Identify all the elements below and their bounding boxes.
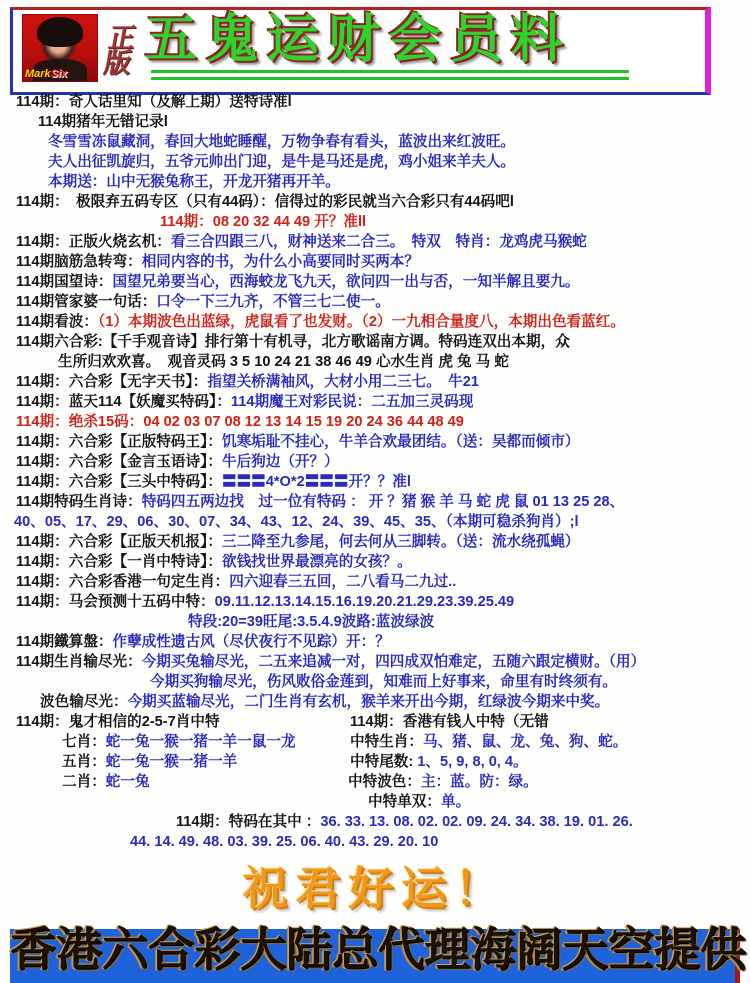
text-segment: 口令一下三九齐，不管三七二使一。	[156, 294, 390, 310]
text-segment: 114期：08 20 32 44 49 开？准ll	[160, 214, 367, 230]
line-yijuding	[0, 572, 750, 592]
masthead	[10, 7, 711, 95]
text-segment: 114期脑筋急转弯：	[16, 254, 142, 270]
line-santou	[0, 472, 750, 492]
text-segment: 114期：六合彩【一肖中特诗】：	[16, 554, 222, 570]
text-segment: 中特波色：	[348, 774, 421, 790]
line-yixiao	[0, 552, 750, 572]
text-segment: 作孽成性遗古风（尽伏夜行不见踪）开：？	[112, 634, 390, 650]
line-qiren	[0, 92, 750, 112]
text-segment: 114期猪年无错记录l	[38, 114, 168, 130]
text-segment: 114期：奇人话里知（及解上期）送特诗准l	[16, 94, 292, 110]
text-segment: 〓〓〓4*O*2〓〓〓开？？准l	[221, 474, 411, 490]
text-segment: 蛇一兔一猴一猪一羊一鼠一龙	[105, 734, 296, 750]
line-tiesuanpan	[0, 632, 750, 652]
text-segment: 牛后狗边（开？）	[221, 454, 339, 470]
title-block	[145, 12, 629, 80]
line-naojin	[0, 252, 750, 272]
text-segment: 44. 14. 49. 48. 03. 39. 25. 06. 40. 43. 29. 20. 10	[130, 834, 439, 850]
text-segment: 114期：六合彩【正版天机报】：	[16, 534, 222, 550]
left-column	[62, 752, 350, 772]
line-danshuang	[0, 792, 750, 812]
line-zhunian	[0, 112, 750, 132]
bottom-banner-text: 香港六合彩大陆总代理海阔天空提供	[10, 924, 746, 975]
text-segment: 本期送：山中无猴兔称王，开龙开猪再开羊。	[48, 174, 340, 190]
text-segment: 四六迎春三五回，二八看马二九过..	[229, 574, 457, 590]
text-segment: 114期魔王对彩民说：二五加三灵码现	[230, 394, 474, 410]
text-segment: 114期：六合彩【三头中特码】：	[16, 474, 222, 490]
text-segment: 指望关桥满袖风，大材小用二三七。 牛21	[207, 374, 479, 390]
text-segment: 今期买狗输尽光，伤风败俗金莲到，知难而上好事来，命里有时终须有。	[150, 674, 618, 690]
marksix-caption-six: Six	[50, 68, 68, 80]
text-segment: 特码四五两边找 过一位有特码 ： 开 ？猪 猴 羊 马 蛇 虎 鼠 01 13 25 28、	[141, 494, 625, 510]
text-segment: 二肖：	[62, 774, 106, 790]
line-tianjibao	[0, 532, 750, 552]
line-qianshou-2	[0, 352, 750, 372]
edition-vertical-label: 正版	[101, 23, 139, 78]
line-44ma-result	[0, 212, 750, 232]
text-segment: 09.11.12.13.14.15.16.19.20.21.29.23.39.25.49	[214, 594, 515, 610]
text-segment: 冬雪雪冻鼠藏洞，春回大地蛇睡醒，万物争春有看头，蓝波出来红波旺。	[48, 134, 516, 150]
line-jinyan	[0, 452, 750, 472]
line-qizhong-1	[0, 812, 750, 832]
line-cols-head	[0, 712, 750, 732]
line-teduan	[0, 612, 750, 632]
text-segment: 114期： 极限弃五码专区（只有44码）：信得过的彩民就当六合彩只有44码吧l	[16, 194, 514, 210]
text-segment: 饥寒垢耻不挂心，牛羊合欢最团结。（送：吴都而倾市）	[221, 434, 580, 450]
line-tekmawang	[0, 432, 750, 452]
text-segment: 五肖：	[62, 754, 106, 770]
text-segment: 114期：特码在其中 ：	[176, 814, 321, 830]
portrait-photo	[23, 15, 97, 81]
text-segment: 1、5, 9, 8, 0, 4。	[413, 754, 528, 770]
text-segment: 114期：蓝天114【妖魔买特码】：	[16, 394, 231, 410]
text-segment: 114期生肖输尽光：	[16, 654, 142, 670]
left-column	[62, 732, 350, 752]
text-segment: 蛇一兔一猴一猪一羊	[105, 754, 238, 770]
text-segment: 三二降至九参尾，何去何从三脚转。（送：流水绕孤蝇）	[221, 534, 580, 550]
text-segment: 欲钱找世界最漂亮的女孩？。	[221, 554, 412, 570]
line-qianshou-1	[0, 332, 750, 352]
page-title: 五鬼运财会员料	[145, 11, 573, 69]
text-segment: 114期：香港有钱人中特（无错	[350, 714, 549, 730]
text-segment: 中特生肖：	[350, 734, 423, 750]
left-column	[16, 712, 350, 732]
marksix-caption-mark: Mark	[25, 68, 51, 80]
line-shengxiao-2	[0, 512, 750, 532]
good-luck-wish: 祝君好运！	[242, 863, 508, 914]
line-poem-2	[0, 152, 750, 172]
line-wuzitianshu	[0, 372, 750, 392]
line-boseshujin	[0, 692, 750, 712]
text-segment: 今期买兔输尽光，二五来追减一对，四四成双怕难定，五随六跟定横财。（用）	[141, 654, 646, 670]
text-segment: 114期特码生肖诗：	[16, 494, 142, 510]
text-segment: 今期买蓝输尽光，二门生肖有玄机，猴羊来开出今期，红绿波今期来中奖。	[127, 694, 610, 710]
text-segment: 114期管家婆一句话：	[16, 294, 157, 310]
text-segment: 114期：正版火烧玄机：	[16, 234, 171, 250]
text-segment: 114期：六合彩【无字天书】：	[16, 374, 208, 390]
text-segment: 114期：六合彩香港一句定生肖：	[16, 574, 230, 590]
line-guanjiapo	[0, 292, 750, 312]
text-segment: 马、猪、鼠、龙、兔、狗、蛇。	[422, 734, 628, 750]
text-segment: 中特单双：	[368, 794, 441, 810]
text-segment: 114期六合彩:【千手观音诗】排行第十有机寻，北方歌谣南方调。特码连双出本期，众	[16, 334, 570, 350]
bottom-banner	[10, 924, 746, 983]
line-juesha	[0, 412, 750, 432]
left-column	[62, 772, 348, 792]
line-poem-3	[0, 172, 750, 192]
text-segment: 看三合四跟三八，财神送来二合三。 特双 特肖：龙鸡虎马猴蛇	[170, 234, 587, 250]
text-segment: 蛇一兔	[105, 774, 150, 790]
body-lines	[0, 92, 750, 852]
text-segment: 114期：绝杀15码：04 02 03 07 08 12 13 14 15 19 20 24 36 44 48 49	[16, 414, 464, 430]
text-segment: 114期国望诗：	[16, 274, 113, 290]
text-segment: 特段:20=39旺尾:3.5.4.9波路:蓝波绿波	[188, 614, 435, 630]
line-kanbo	[0, 312, 750, 332]
text-segment: 114期：鬼才相信的2-5-7肖中特	[16, 714, 220, 730]
text-segment: 七肖：	[62, 734, 106, 750]
text-segment: 相同内容的书，为什么小高要同时买两本？	[141, 254, 419, 270]
line-erxiao	[0, 772, 750, 792]
text-segment: 114期：马会预测十五码中特：	[16, 594, 215, 610]
marksix-caption	[25, 69, 67, 80]
line-shujin-1	[0, 652, 750, 672]
line-qixiao	[0, 732, 750, 752]
text-segment: 114期看波：	[16, 314, 98, 330]
text-segment: 40、05、17、29、06、30、07、34、43、12、24、39、45、35、（本期可稳杀狗肖）;l	[14, 514, 579, 530]
line-lantian	[0, 392, 750, 412]
text-segment: 夫人出征凯旋归，五爷元帅出门迎，是牛是马还是虎，鸡小姐来羊夫人。	[48, 154, 516, 170]
line-qizhong-2	[0, 832, 750, 852]
title-double-underline	[151, 70, 629, 80]
line-mahui	[0, 592, 750, 612]
text-segment: 波色输尽光：	[40, 694, 128, 710]
line-guowang	[0, 272, 750, 292]
line-poem-1	[0, 132, 750, 152]
text-segment: 114期：六合彩【正版特码王】：	[16, 434, 222, 450]
text-segment: 单。	[440, 794, 471, 810]
text-segment: （1）本期波色出蓝绿，虎鼠看了也发财。（2）一九相合量度八，本期出色看蓝红。	[97, 314, 625, 330]
line-huoshao	[0, 232, 750, 252]
text-segment: 国望兄弟要当心，西海蛟龙飞九天，欲问四一出与否，一知半解且要九。	[112, 274, 580, 290]
portrait-hair	[37, 17, 83, 47]
line-jixian	[0, 192, 750, 212]
line-shengxiao-1	[0, 492, 750, 512]
text-segment: 生所归欢欢喜。 观音灵码 3 5 10 24 21 38 46 49 心水生肖 虎 兔 马 蛇	[58, 354, 509, 370]
text-segment: 36. 33. 13. 08. 02. 02. 09. 24. 34. 38. 19. 01. 26.	[320, 814, 633, 830]
line-wuxiao	[0, 752, 750, 772]
text-segment: 主：蓝。防：绿。	[420, 774, 538, 790]
text-segment: 中特尾数:	[350, 754, 414, 770]
text-segment: 114期：六合彩【金言玉语诗】：	[16, 454, 222, 470]
line-shujin-2	[0, 672, 750, 692]
text-segment: 114期鐵算盤：	[16, 634, 113, 650]
